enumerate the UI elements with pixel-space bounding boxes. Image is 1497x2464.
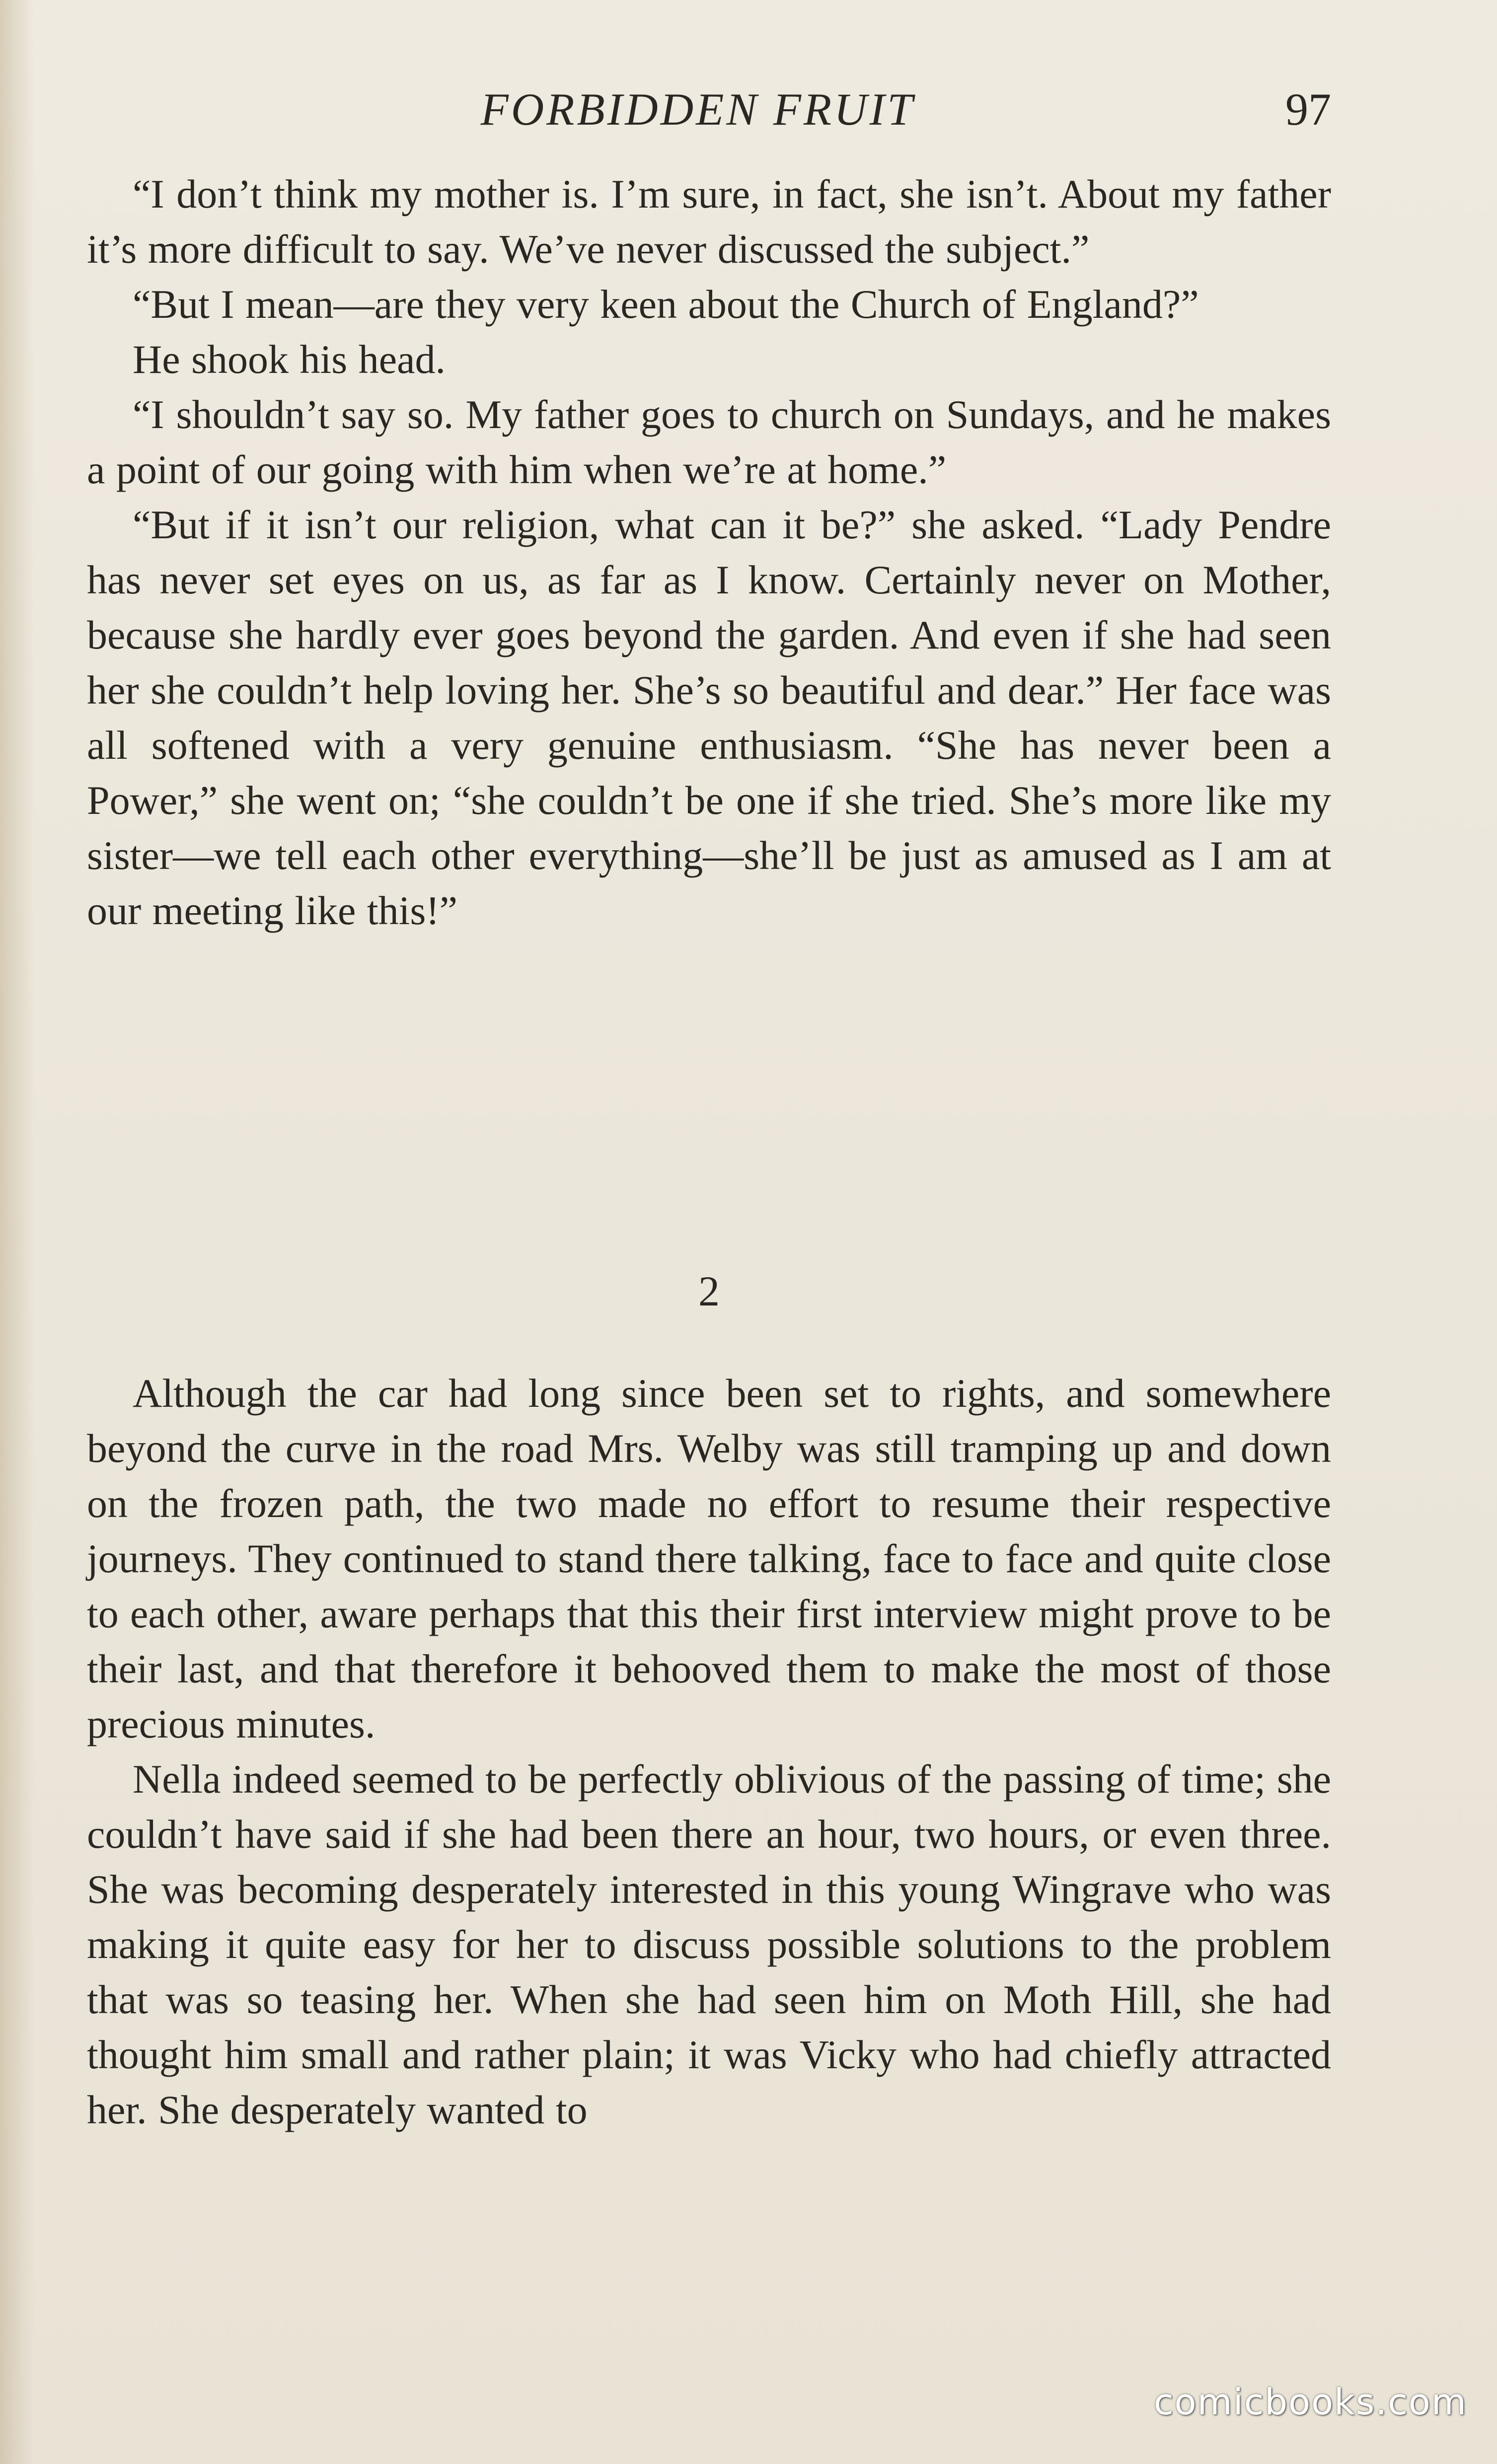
- text-block-bottom: [87, 1366, 1331, 2137]
- paragraph: “But if it isn’t our religion, what can it be?” she asked. “Lady Pendre has never set eyes on us, as far as I know. Certainly never on Mother, because she hardly ever goes beyond the garden. And even if she had seen her she couldn’t help loving her. She’s so beautiful and dear.” Her face was all softened with a very genuine enthusiasm. “She has never been a Power,” she went on; “she couldn’t be one if she tried. She’s more like my sister—we tell each other everything—she’ll be just as amused as I am at our meeting like this!”: [87, 502, 1331, 933]
- paragraph: “I don’t think my mother is. I’m sure, in fact, she isn’t. About my father it’s more difficult to say. We’ve never discussed the subject.”: [87, 171, 1331, 272]
- paragraph: “I shouldn’t say so. My father goes to church on Sundays, and he makes a point of our going with him when we’re at home.”: [87, 392, 1331, 492]
- paragraph: “But I mean—are they very keen about the Church of England?”: [133, 282, 1199, 327]
- paragraph: Although the car had long since been set to rights, and somewhere beyond the curve in the road Mrs. Welby was still tramping up and down on the frozen path, the two made no effort to resume their respective journeys. They continued to stand there talking, face to face and quite close to each other, aware perhaps that this their first interview might prove to be their last, and that therefore it behooved them to make the most of those precious minutes.: [87, 1371, 1331, 1746]
- paragraph: He shook his head.: [133, 337, 446, 382]
- watermark: comicbooks.com: [1153, 2381, 1467, 2423]
- section-number: 2: [698, 1267, 720, 1315]
- paragraph: Nella indeed seemed to be perfectly oblivious of the passing of time; she couldn’t have said if she had been there an hour, two hours, or even three. She was becoming desperately interested in this young Wingrave who was making it quite easy for her to discuss possible solutions to the problem that was so teasing her. When she had seen him on Moth Hill, she had thought him small and rather plain; it was Vicky who had chiefly attracted her. She desperately wanted to: [87, 1756, 1331, 2132]
- page-number: 97: [1285, 84, 1331, 135]
- running-head: [89, 74, 1331, 144]
- running-title: FORBIDDEN FRUIT: [480, 84, 915, 135]
- text-block-top: [87, 166, 1331, 938]
